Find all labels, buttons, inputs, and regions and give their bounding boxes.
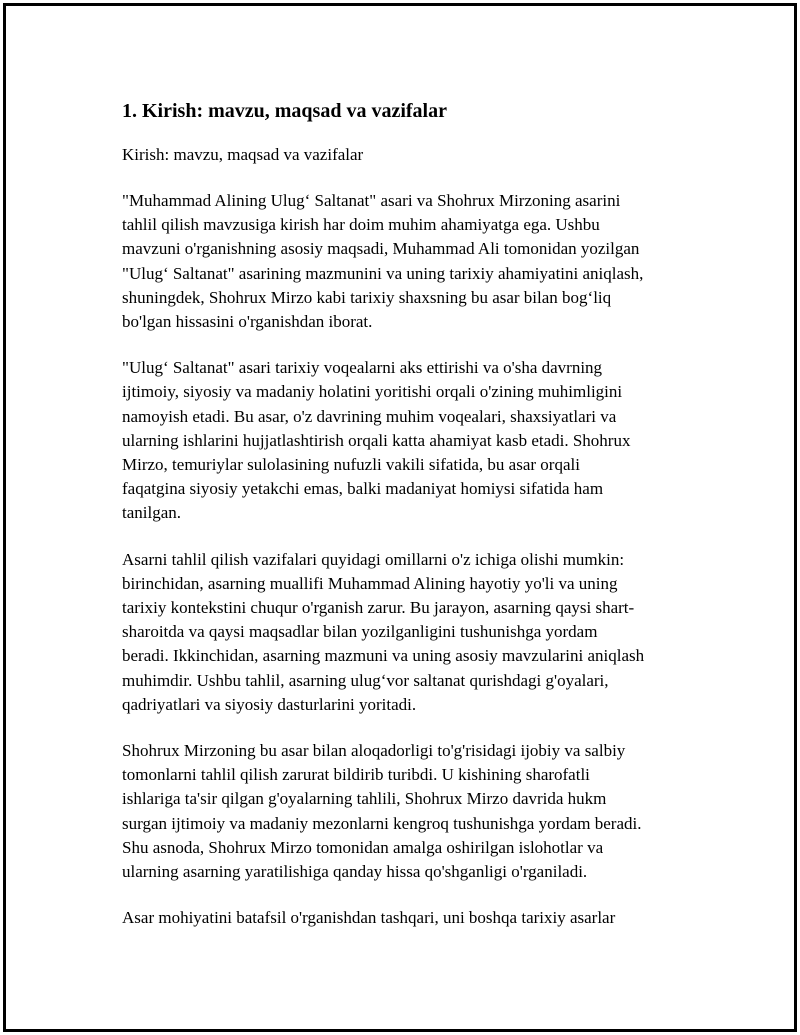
paragraph-3	[122, 548, 692, 717]
paragraph-4	[122, 739, 692, 884]
paragraph-line: ijtimoiy, siyosiy va madaniy holatini yoritishi orqali o'zining muhimligini	[122, 382, 623, 402]
document-body	[122, 97, 692, 952]
section-heading: 1. Kirish: mavzu, maqsad va vazifalar	[122, 100, 447, 122]
paragraph-line: tanilgan.	[122, 503, 182, 523]
paragraph-line: bo'lgan hissasini o'rganishdan iborat.	[122, 312, 373, 332]
section-subtitle: Kirish: mavzu, maqsad va vazifalar	[122, 145, 364, 164]
paragraph-line: birinchidan, asarning muallifi Muhammad Alining hayotiy yo'li va uning	[122, 573, 618, 593]
paragraph-line: sharoitda va qaysi maqsadlar bilan yozilganligini tushunishga yordam	[122, 622, 598, 642]
paragraph-line: beradi. Ikkinchidan, asarning mazmuni va uning asosiy mavzularini aniqlash	[122, 646, 645, 666]
paragraph-line: tahlil qilish mavzusiga kirish har doim muhim ahamiyatga ega. Ushbu	[122, 215, 600, 235]
paragraph-line: "Ulug‘ Saltanat" asari tarixiy voqealarni aks ettirishi va o'sha davrning	[122, 358, 603, 378]
paragraph-5	[122, 906, 692, 930]
paragraph-line: Asar mohiyatini batafsil o'rganishdan tashqari, uni boshqa tarixiy asarlar	[122, 908, 616, 928]
paragraph-2	[122, 356, 692, 525]
paragraph-line: mavzuni o'rganishning asosiy maqsadi, Muhammad Ali tomonidan yozilgan	[122, 239, 640, 259]
paragraph-line: tarixiy kontekstini chuqur o'rganish zarur. Bu jarayon, asarning qaysi shart-	[122, 598, 635, 618]
paragraph-line: muhimdir. Ushbu tahlil, asarning ulug‘vor saltanat qurishdagi g'oyalari,	[122, 670, 609, 690]
paragraph-line: shuningdek, Shohrux Mirzo kabi tarixiy shaxsning bu asar bilan bog‘liq	[122, 287, 612, 307]
paragraph-line: ishlariga ta'sir qilgan g'oyalarning tahlili, Shohrux Mirzo davrida hukm	[122, 789, 607, 809]
paragraph-line: namoyish etadi. Bu asar, o'z davrining muhim voqealari, shaxsiyatlari va	[122, 406, 617, 426]
page-border	[3, 3, 797, 1032]
paragraph-line: Asarni tahlil qilish vazifalari quyidagi omillarni o'z ichiga olishi mumkin:	[122, 549, 625, 569]
paragraph-line: Mirzo, temuriylar sulolasining nufuzli vakili sifatida, bu asar orqali	[122, 455, 580, 475]
paragraph-line: ularning asarning yaratilishiga qanday hissa qo'shganligi o'rganiladi.	[122, 862, 588, 882]
paragraph-line: "Muhammad Alining Ulug‘ Saltanat" asari va Shohrux Mirzoning asarini	[122, 191, 621, 210]
paragraph-1	[122, 189, 692, 334]
paragraph-line: Shu asnoda, Shohrux Mirzo tomonidan amalga oshirilgan islohotlar va	[122, 837, 604, 857]
paragraph-line: surgan ijtimoiy va madaniy mezonlarni kengroq tushunishga yordam beradi.	[122, 813, 642, 833]
paragraph-line: ularning ishlarini hujjatlashtirish orqali katta ahamiyat kasb etadi. Shohrux	[122, 430, 631, 450]
paragraph-line: "Ulug‘ Saltanat" asarining mazmunini va uning tarixiy ahamiyatini aniqlash,	[122, 263, 644, 283]
paragraph-line: tomonlarni tahlil qilish zarurat bildirib turibdi. U kishining sharofatli	[122, 765, 590, 785]
paragraph-line: qadriyatlari va siyosiy dasturlarini yoritadi.	[122, 694, 417, 714]
paragraph-line: faqatgina siyosiy yetakchi emas, balki madaniyat homiysi sifatida ham	[122, 479, 604, 499]
paragraph-line: Shohrux Mirzoning bu asar bilan aloqadorligi to'g'risidagi ijobiy va salbiy	[122, 741, 626, 761]
